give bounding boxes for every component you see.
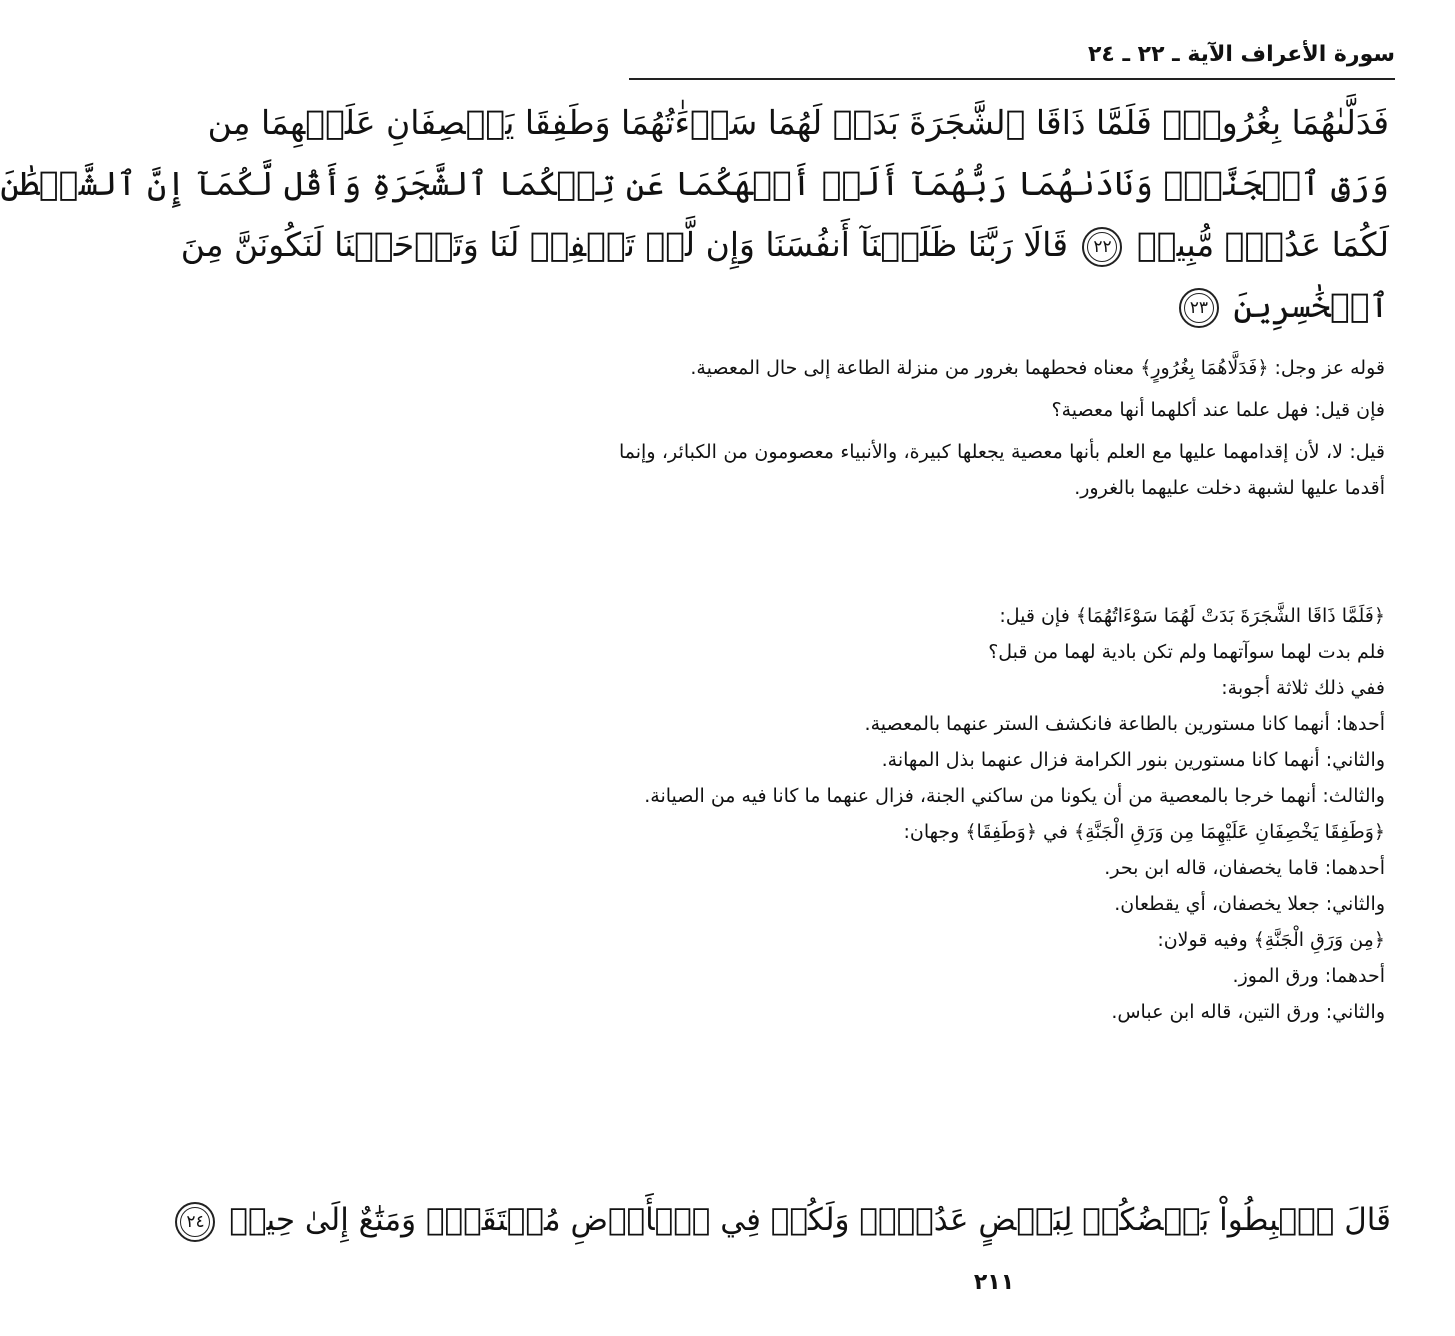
ayah-number-marker: ٢٢ [1082,227,1122,267]
commentary-paragraph: والثالث: أنهما خرجا بالمعصية من أن يكونا من ساكني الجنة، فزال عنهما ما كانا فيه من الصيانة. [644,785,1385,807]
ayah-number-marker: ٢٤ [175,1202,215,1242]
verse-line-3-b: قَالَا رَبَّنَا ظَلَمۡنَآ أَنفُسَنَا وَإِن لَّمۡ تَغۡفِرۡ لَنَا وَتَرۡحَمۡنَا لَنَكُونَنَّ مِنَ [180,225,1068,264]
verse-line-3-a: لَكُمَا عَدُوّٞ مُّبِينٞ [1136,225,1389,264]
commentary-paragraph: أحدهما: قاما يخصفان، قاله ابن بحر. [1104,857,1385,879]
commentary-paragraph: ﴿مِن وَرَقِ الْجَنَّةِ﴾ وفيه قولان: [1157,929,1385,951]
commentary-paragraph: ﴿فَلَمَّا ذَاقَا الشَّجَرَةَ بَدَتْ لَهُمَا سَوْءَاتُهُمَا﴾ فإن قيل: [999,605,1385,627]
commentary-paragraph: فإن قيل: فهل علما عند أكلهما أنها معصية؟ [1051,399,1385,421]
commentary-paragraph: ﴿وَطَفِقَا يَخْصِفَانِ عَلَيْهِمَا مِن وَرَقِ الْجَنَّةِ﴾ في ﴿وَطَفِقَا﴾ وجهان: [903,821,1385,843]
page-number: ٢١١ [973,1270,1015,1295]
commentary-paragraph: ففي ذلك ثلاثة أجوبة: [1221,677,1385,699]
commentary-section-2 [619,598,1385,1030]
commentary-paragraph: فلم بدت لهما سوآتهما ولم تكن بادية لهما من قبل؟ [988,641,1385,663]
ayah-number-marker: ٢٣ [1179,288,1219,328]
quran-verse-24 [186,1196,1391,1244]
commentary-paragraph: والثاني: جعلا يخصفان، أي يقطعان. [1114,893,1385,915]
running-header [629,40,1395,80]
verse-line-1: فَدَلَّىٰهُمَا بِغُرُورٍۚ فَلَمَّا ذَاقَا ٱلشَّجَرَةَ بَدَتۡ لَهُمَا سَوۡءَٰتُهُمَا وَطَفِقَا يَخۡصِفَانِ عَلَيۡهِمَا مِن [207,103,1389,142]
commentary-section-1 [619,350,1385,506]
verse-line-4 [625,275,1389,336]
header-divider [629,78,1395,80]
commentary-paragraph: والثاني: ورق التين، قاله ابن عباس. [1111,1001,1385,1023]
commentary-paragraph: أحدها: أنهما كانا مستورين بالطاعة فانكشف الستر عنهما بالمعصية. [864,713,1385,735]
verse-24-text: قَالَ ٱهۡبِطُواْ بَعۡضُكُمۡ لِبَعۡضٍ عَدُوّٞۖ وَلَكُمۡ فِي ٱلۡأَرۡضِ مُسۡتَقَرّٞ وَمَتَٰعٌ إِلَىٰ حِينٖ [229,1202,1391,1238]
commentary-paragraph: أحدهما: ورق الموز. [1232,965,1385,987]
verse-line-4-text: ٱلۡخَٰسِرِينَ [1233,286,1389,325]
verse-line-3 [180,214,1389,275]
header-title: سورة الأعراف الآية ـ ٢٢ ـ ٢٤ [1087,42,1395,67]
verse-line-2: وَرَقِ ٱلۡجَنَّةِۖ وَنَادَىٰهُمَا رَبُّهُمَآ أَلَمۡ أَنۡهَكُمَا عَن تِلۡكُمَا ٱلشَّجَرَةِ وَأَقُل لَّكُمَآ إِنَّ ٱلشَّيۡطَٰنَ [0,164,1389,203]
commentary-paragraph: قيل: لا، لأن إقدامهما عليها مع العلم بأنها معصية يجعلها كبيرة، والأنبياء معصومون من الكبائر، وإنما أقدما عليها لشبهة دخلت عليهما بالغرور. [619,441,1385,499]
quran-verse-block [0,92,1389,336]
commentary-paragraph: قوله عز وجل: ﴿فَدَلَّاهُمَا بِغُرُورٍ﴾ معناه فحطهما بغرور من منزلة الطاعة إلى حال المعصية. [690,357,1385,379]
commentary-paragraph: والثاني: أنهما كانا مستورين بنور الكرامة فزال عنهما بذل المهانة. [881,749,1385,771]
